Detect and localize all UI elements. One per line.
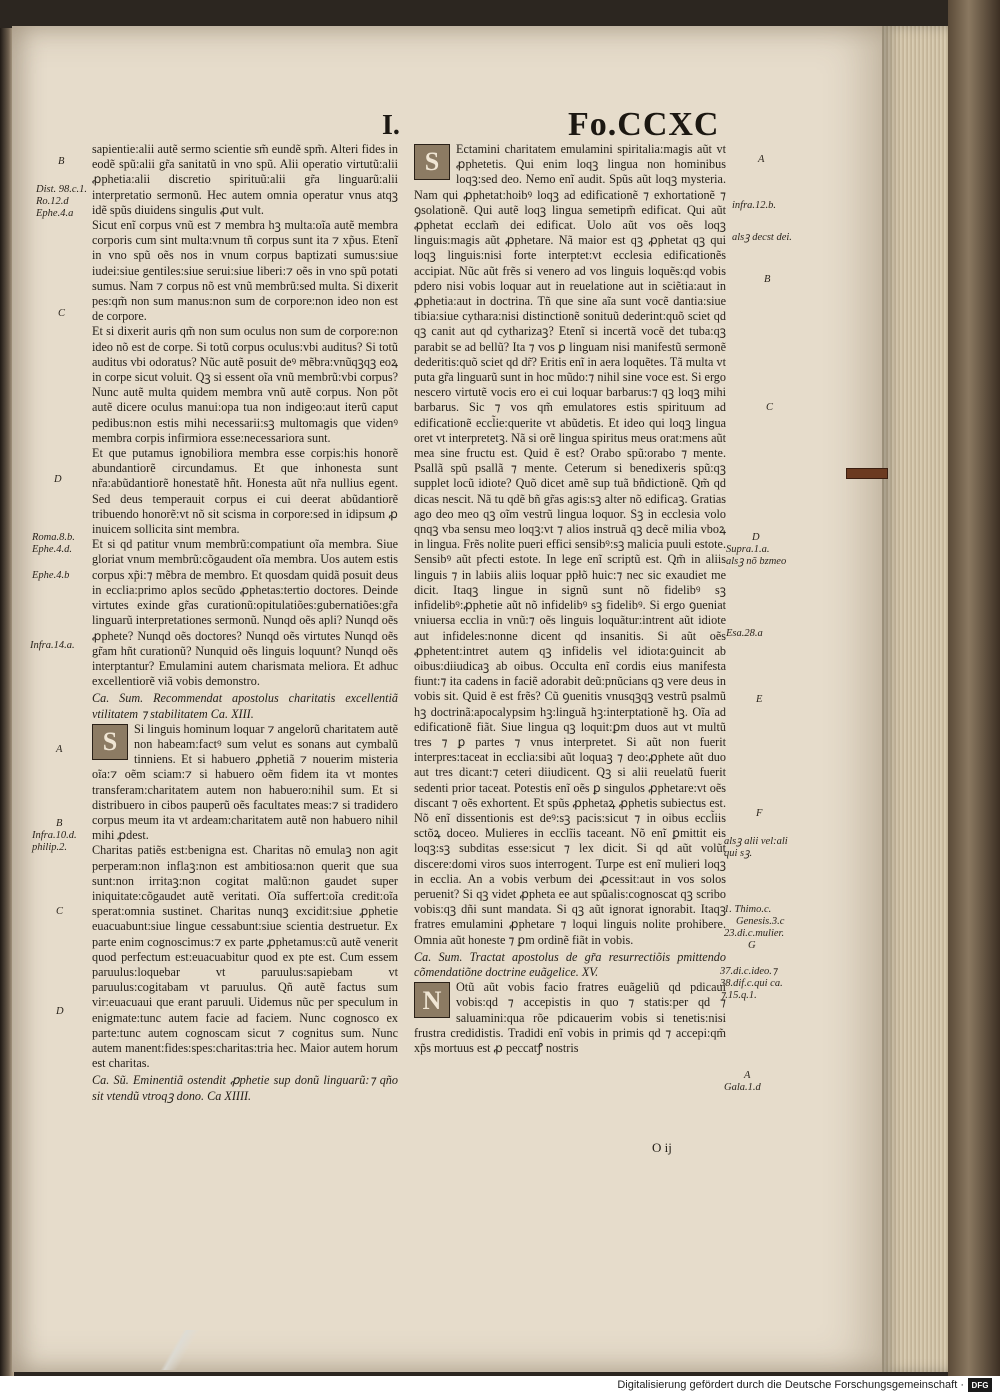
margin-note: E bbox=[756, 694, 763, 705]
dropcap-initial: N bbox=[414, 982, 450, 1018]
paragraph: Otũ aũt vobis facio fratres euãgeliũ qd pdicaui vobis:qd ⁊ accepistis in quo ⁊ statis:per qd ⁊ saluamini:qua rõe pdicauerim vobis si tenetis:nisi frustra credidistis. Tradidi enĩ vobis in primis qd ⁊ accepi:qm̃ xp̃s mortuus est ꝓ peccatꝭ nostris bbox=[414, 980, 726, 1055]
footer-bar bbox=[0, 1376, 1000, 1396]
margin-note: Roma.8.b. bbox=[32, 532, 75, 543]
margin-note: B bbox=[56, 818, 63, 829]
margin-note: D bbox=[56, 1006, 64, 1017]
margin-note: F bbox=[756, 808, 763, 819]
folio-number: Fo.CCXC bbox=[568, 106, 720, 143]
margin-note: C bbox=[766, 402, 774, 413]
dropcap-initial: S bbox=[92, 724, 128, 760]
paragraph: sapientie:alii autẽ sermo scientie sm̃ eundẽ spm̃. Alteri fides in eodẽ spũ:alii gr̃a sanitatũ in vno spũ. Alii operatio virtutũ:alii ꝓphetia:alii discretio spirituũ:alii gr̃a linguarũ:alii interpretatio sermonũ. Hec autem omnia operatur vnus atqꝫ idẽ spũs diuidens singulis ꝓut vult. bbox=[92, 142, 398, 217]
page-marker-tab bbox=[846, 468, 888, 479]
dropcap-initial: S bbox=[414, 144, 450, 180]
margin-note: Ephe.4.d. bbox=[32, 544, 72, 555]
chapter-rubric: Ca. Sum. Tractat apostolus de gr̃a resurrectiõis pmittendo cõmendatiõne doctrine euãgelice. XV. bbox=[414, 949, 726, 979]
margin-note: philip.2. bbox=[32, 842, 68, 853]
paragraph: Charitas patiẽs est:benigna est. Charitas nõ emulaꝫ non agit perperam:non inflaꝫ:non est ambitiosa:non querit que sua sunt:non irritaꝫ:non cogitat malũ:non gaudet super iniquitate:cõgaudet autẽ veritati. Oĩa suffert:oĩa credit:oĩa sperat:omnia sustinet. Charitas nunqꝫ excidit:siue ꝓphetie euacuabunt:siue lingue cessabunt:siue scientia destruetur. Ex parte enim cognoscimus:⁊ ex parte ꝓphetamus:cũ autẽ venerit quod perfectum est:euacuabitur quod ex pte est. Cum essem paruulus:loquebar vt paruulus:sapiebam vt paruulus:cogitabam vt paruulus. Qñ autẽ factus sum vir:euacuaui que erant paruuli. Uidemus nũc per speculum in enigmate:tunc autem facie ad faciem. Nunc cognosco ex parte:tunc autem cognoscam sicut ⁊ cognitus sum. Nunc autem manent:fides:spes:charitas:tria hec. Maior autem horum est charitas. bbox=[92, 843, 398, 1071]
margin-note: 1. Thimo.c. bbox=[724, 904, 772, 915]
paragraph: Sicut enĩ corpus vnũ est ⁊ membra hꝫ multa:oĩa autẽ membra corporis cum sint multa:vnum tñ corpus sunt ita ⁊ xp̃us. Etenĩ in vno spũ oẽs nos in vnum corpus baptizati sumus:siue iudei:siue gentiles:siue serui:siue liberi:⁊ oẽs in vno spũ potati sumus. Nam ⁊ corpus nõ est vnũ membrũ:sed multa. Si dixerit pes:qm̃ non sum manus:non sum de corpore:non ideo non est de corpore. bbox=[92, 218, 398, 324]
margin-note: A bbox=[758, 154, 765, 165]
signature-mark: O ij bbox=[652, 1140, 672, 1155]
pencil-artifact bbox=[150, 1330, 210, 1370]
paragraph: Et que putamus ignobiliora membra esse corpis:his honorẽ abundantiorẽ circundamus. Et que inhonesta sunt nr̃a:abũdantiorẽ honestatẽ hñt. Honesta aũt nr̃a nullius egent. Sed deus temperauit corpus ei cui deerat abũdantiorẽ tribuendo honorẽ:vt nõ sit scisma in corpore:sed in idipsum ꝓ inuicem sollicita sint membra. bbox=[92, 446, 398, 537]
margin-note: D bbox=[54, 474, 62, 485]
chapter-rubric: Ca. Sũ. Eminentiã ostendit ꝓphetie sup donũ linguarũ:⁊ qño sit vtendũ vtroqꝫ dono. Ca XIIII. bbox=[92, 1073, 398, 1103]
margin-note: C bbox=[56, 906, 64, 917]
running-header-left: I. bbox=[382, 110, 400, 141]
paragraph: Ectamini charitatem emulamini spiritalia:magis aũt vt ꝓphetetis. Qui enim loqꝫ lingua non hominibus loqꝫ:sed deo. Nemo enĩ audit. Spũs aũt loqꝫ mysteria. Nam qui ꝓphetat:hoibꝰ loqꝫ ad edificationẽ ⁊ exhortationẽ ⁊ ꝯsolationẽ. Qui autẽ loqꝫ lingua semetipm̃ edificat. Qui aũt ꝓphetat ecclam̃ dei edificat. Uolo aũt vos oẽs loqꝫ linguis:magis aũt ꝓphetare. Nã maior est qꝫ ꝓphetat qꝫ qui loqꝫ linguis:nisi forte interptet:vt ecclesia edificationẽs accipiat. Nũc aũt frẽs si venero ad vos linguis loquẽs:qd vobis pdero nisi vobis loquar aut in reuelatione aut in sciẽtia:aut in ꝓphetia:aut in doctrina. Tñ que sine aĩa sunt vocẽ dantia:siue tibia:siue cythara:nisi distinctionẽ sonituũ dederint:quõ sciet qd qꝫ canit aut qd cytharizaꝫ? Etenĩ si incertã vocẽ det tuba:qꝫ parabit se ad bellũ? Ita ⁊ vos ꝑ linguam nisi manifestũ sermonẽ dederitis:quõ sciet qd dr̃? Eritis enĩ in aera loquẽtes. Tã multa vt puta gr̃a linguarũ sunt in hoc mũdo:⁊ nihil sine voce est. Si ergo nescero virtutẽ vocis ero ei cui loquar barbarus:⁊ qꝫ loqꝫ mihi barbarus. Sic ⁊ vos qm̃ emulatores estis spirituum ad edificationẽ eccl̃ie:querite vt abũdetis. Et ideo qui loqꝫ lingua oret vt interpretetꝫ. Nã si orẽ lingua spiritus meus orat:mens aũt mea sine fructu est. Quid ẽ est? Orabo spũ:orabo ⁊ mente. Psallã spũ psallã ⁊ mente. Ceterum si benedixeris spũ:qꝫ supplet locũ idiote? Quõ dicet amẽ sup tuã bñdictionẽ. Qm̃ qd dicas nescit. Nã tu qdẽ bñ gr̃as agis:sꝫ alter nõ edificaꝫ. Gratias ago deo meo qꝫ oĩm vestrũ lingua loquor. Sꝫ in ecclesia volo qnqꝫ vba sensu meo loqꝫ:vt ⁊ alios instruã qꝫ decẽ milia vboꝝ in lingua. Frẽs nolite pueri effici sensibꝰ:sꝫ malicia puuli estote. Sensibꝰ aũt pfecti estote. In lege enĩ scriptũ est. Qm̃ in aliis linguis ⁊ in labiis aliis loquar ppłõ huic:⁊ nec sic exaudiet me dicit. Itaqꝫ lingue in signũ sunt nõ fidelibꝰ sꝫ infidelibꝰ:ꝓphetie aũt nõ infidelibꝰ sꝫ fidelibꝰ. Si ergo ꝯueniat vniuersa ecclia in vnũ:⁊ oẽs linguis loquãtur:intrent aũt idiote aut infideles:nonne dicent qd insanitis. Si aũt oẽs ꝓphetent:intret autem qꝫ infidelis vel idiota:ꝯuincit ab oibus:diiudicaꝫ ab oibus. Occulta enĩ cordis eius manifesta fiunt:⁊ ita cadens in faciẽ adorabit deũ:pnũcians qꝫ vere deus in vobis sit. Quid ẽ est frẽs? Cũ ꝯuenitis vnusqꝫqꝫ vestrũ psalmũ hꝫ doctrinã:apocalypsim hꝫ:linguã hꝫ:interptationẽ hꝫ. Oĩa ad edificationẽ fiãt. Siue lingua qꝫ loquit:ꝑm duos aut vt multũ tres ⁊ ꝑ partes ⁊ vnus interpretet. Si aũt non fuerit interpres:taceat in ecclia:sibi aũt loquaꝫ ⁊ deo:ꝓphete aũt duo aut tres dicant:⁊ ceteri diiudicent. Qꝫ si alii reuelatũ fuerit sedenti prior taceat. Potestis enĩ oẽs ꝑ singulos ꝓphetare:vt oẽs discant ⁊ oẽs exhortent. Et spũs ꝓphetaꝝ ꝓphetis subiectus est. Nõ enĩ dissentionis est deꝰ:sꝫ pacis:sicut ⁊ in oibus eccl̃iis sctõꝝ doceo. Mulieres in ecclĩis taceant. Nõ enĩ ꝑmittit eis loqꝫ:sꝫ subditas esse:sicut ⁊ lex dicit. Si qd aũt volũt discere:domi viros suos interrogent. Turpe est enĩ mulieri loqꝫ in ecclia. An a vobis verbum dei ꝓcessit:aut in vos solos peruenit? Si qꝫ videt ꝓpheta ee aut spũalis:cognoscat qꝫ scribo vobis:qꝫ dñi sunt mandata. Si qꝫ aũt ignorat ignorabit. Itaqꝫ fratres emulamini ꝓphetare ⁊ loqui linguis nolite prohibere. Omnia aũt honeste ⁊ ꝑm ordinẽ fiãt in vobis. bbox=[414, 142, 726, 947]
margin-note: D bbox=[752, 532, 760, 543]
footer-credit: Digitalisierung gefördert durch die Deutsche Forschungsgemeinschaft · bbox=[617, 1379, 964, 1391]
margin-note: A bbox=[56, 744, 63, 755]
margin-note: qui sꝫ. bbox=[724, 848, 753, 859]
margin-note: Supra.1.a. bbox=[726, 544, 770, 555]
margin-note: ⁊.15.q.1. bbox=[720, 990, 757, 1001]
margin-note: C bbox=[58, 308, 66, 319]
margin-note: Gala.1.d bbox=[724, 1082, 761, 1093]
margin-note: Ephe.4.a bbox=[36, 208, 74, 219]
margin-note: Dist. 98.c.1. bbox=[36, 184, 88, 195]
margin-note: G bbox=[748, 940, 756, 951]
margin-note: Ephe.4.b bbox=[32, 570, 70, 581]
paragraph: Et si dixerit auris qm̃ non sum oculus non sum de corpore:non ideo nõ est de corpe. Si totũ corpus oculus:vbi auditus? Si totũ auditus vbi odoratus? Nũc autẽ posuit deꝰ mẽbra:vnũqꝫqꝫ eoꝝ in corpe sicut voluit. Qꝫ si essent oĩa vnũ membrũ:vbi corpus? Nunc autẽ multa quidem membra vnũ autẽ corpus. Non põt autẽ dicere oculus manui:opa tua non indigeo:aut iterũ caput pedibus:non estis mihi necessarii:sꝫ multomagis que videnꝰ membra corpis infirmiora esse:necessariora sunt. bbox=[92, 324, 398, 445]
book-cover-edge bbox=[948, 0, 1000, 1376]
margin-note: alsꝫ decst dei. bbox=[732, 232, 792, 243]
margin-note: A bbox=[744, 1070, 751, 1081]
right-text-column bbox=[414, 142, 726, 1056]
margin-note: B bbox=[58, 156, 65, 167]
dfg-logo: DFG bbox=[968, 1378, 992, 1392]
margin-note: alsꝫ nõ bzmeo bbox=[726, 556, 787, 567]
margin-note: alsꝫ alii vel:ali bbox=[724, 836, 788, 847]
page-fore-edge bbox=[882, 26, 952, 1372]
margin-note: Genesis.3.c bbox=[736, 916, 785, 927]
margin-note: Ro.12.d bbox=[36, 196, 69, 207]
margin-note: 38.dif.c.qui ca. bbox=[720, 978, 783, 989]
margin-note: Infra.10.d. bbox=[32, 830, 77, 841]
paragraph: Si linguis hominum loquar ⁊ angelorũ charitatem autẽ non habeam:factꝰ sum velut es sonans aut cymbalũ tinniens. Et si habuero ꝓphetiã ⁊ nouerim misteria oĩa:⁊ oẽm sciam:⁊ si habuero oẽm fidem ita vt montes transferam:charitatem autem non habuero:nihil sum. Et si distribuero in cibos pauperũ oẽs facultates meas:⁊ si tradidero corpus meum ita vt ardeam:charitatem autẽ non habuero nihil mihi ꝓdest. bbox=[92, 721, 398, 843]
margin-note: infra.12.b. bbox=[732, 200, 777, 211]
margin-note: 23.di.c.mulier. bbox=[724, 928, 785, 939]
chapter-rubric: Ca. Sum. Recommendat apostolus charitatis excellentiã vtilitatem ⁊ stabilitatem Ca. XIII. bbox=[92, 691, 398, 721]
margin-note: B bbox=[764, 274, 771, 285]
margin-note: 37.di.c.ideo.⁊ bbox=[720, 966, 778, 977]
margin-note: Esa.28.a bbox=[726, 628, 763, 639]
left-text-column bbox=[92, 142, 398, 1104]
paragraph: Et si qd patitur vnum membrũ:compatiunt oĩa membra. Siue gloriat vnum membrũ:cõgaudent oĩa membra. Uos autem estis corpus xp̃i:⁊ mẽbra de membro. Et quosdam quidã posuit deus in ecclia:primo aplos secũdo ꝓphetas:tertio doctores. Deinde virtutes exinde gr̃as curationũ:opitulatiões:gubernatiões:gr̃a linguarũ interpretationes sermonũ. Nunqd oẽs apli? Nunqd oẽs ꝓphete? Nunqd oẽs doctores? Nunqd oẽs virtutes Nunqd oẽs gr̃am hñt curationũ? Nunquid oẽs linguis loquunt? Nunqd oẽs interptantur? Emulamini autem charismata meliora. Et adhuc excellentiorẽ viã vobis demonstro. bbox=[92, 537, 398, 689]
margin-note: Infra.14.a. bbox=[30, 640, 75, 651]
